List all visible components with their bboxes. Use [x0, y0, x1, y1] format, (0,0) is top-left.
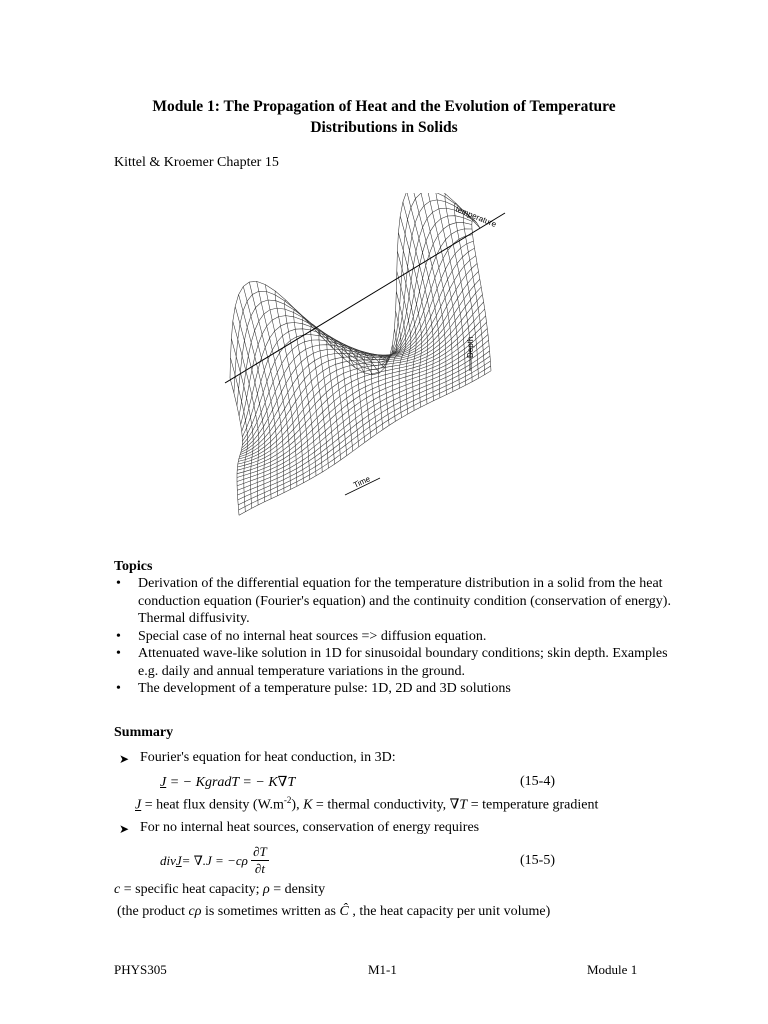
mesh-line — [398, 233, 421, 408]
mesh-line — [234, 193, 477, 393]
volumetric-capacity-symbol: Ĉ — [339, 904, 349, 919]
definition-text: (the product — [117, 904, 189, 919]
mesh-line — [237, 200, 475, 406]
footer-page-number: M1-1 — [368, 962, 397, 977]
mesh-line — [285, 300, 310, 479]
time-derivative-fraction — [251, 844, 269, 877]
flux-symbol: J — [135, 797, 142, 813]
arrow-bullet-icon: ➤ — [119, 752, 130, 766]
topic-item: • Attenuated wave-like solution in 1D for sinusoidal boundary conditions; skin depth. Examples e.g. daily and annual temperature variations in the ground. — [114, 645, 674, 680]
mesh-line — [237, 329, 487, 478]
gradient-symbol: ∇T — [449, 797, 468, 813]
mesh-line — [230, 378, 242, 515]
summary-heading: Summary — [114, 725, 174, 740]
mesh-line — [237, 322, 487, 473]
definition-text: = density — [269, 882, 326, 897]
unit-exponent: -2 — [283, 795, 292, 805]
mesh-line — [403, 202, 434, 401]
mesh-line — [249, 282, 284, 493]
mesh-line — [275, 291, 303, 483]
mesh-line — [231, 339, 253, 509]
equation-15-4-rhs: = − KgradT = − K∇T — [169, 775, 296, 790]
title-line-2: Distributions in Solids — [310, 119, 458, 136]
definition-text: = specific heat capacity; — [120, 882, 263, 897]
fraction-denominator: ∂t — [254, 861, 265, 876]
density-symbol: ρ — [263, 882, 270, 897]
definition-text: = thermal conductivity, — [312, 797, 450, 813]
time-axis-label: Time — [352, 474, 372, 490]
summary-point-2: For no internal heat sources, conservation of energy requires — [140, 820, 480, 835]
surface-mesh — [230, 193, 491, 515]
mesh-line — [242, 241, 473, 445]
mesh-line — [237, 335, 488, 482]
equation-15-5-lhs: div — [160, 852, 176, 868]
chapter-reference: Kittel & Kroemer Chapter 15 — [114, 155, 279, 170]
product-symbol: cρ — [188, 904, 202, 919]
flux-symbol: J — [175, 852, 182, 868]
topic-item: • Derivation of the differential equation for the temperature distribution in a solid from the heat conduction equation (Fourier's equation) and the continuity condition (conservation of energy). Thermal diffusivity. — [114, 575, 674, 628]
definition-text: = heat flux density (W.m — [141, 797, 284, 813]
fraction-numerator: ∂T — [253, 844, 267, 859]
topic-item: • Special case of no internal heat sources => diffusion equation. — [114, 628, 674, 646]
depth-axis-label: Depth — [466, 336, 475, 358]
equation-15-5-mid: = ∇.J = −cρ — [181, 852, 248, 868]
definition-line-3 — [117, 904, 550, 920]
definition-text: ), — [291, 797, 304, 813]
definition-text: is sometimes written as — [201, 904, 340, 919]
mesh-line — [231, 358, 248, 512]
title-line-1: Module 1: The Propagation of Heat and the Evolution of Temperature — [152, 98, 616, 115]
definition-line-2 — [114, 882, 325, 898]
arrow-bullet-icon: ➤ — [119, 822, 130, 836]
topics-list — [114, 575, 674, 698]
definition-line-1 — [135, 795, 598, 814]
page-title — [0, 96, 768, 138]
equation-15-5 — [160, 844, 269, 877]
conductivity-symbol: K — [303, 797, 313, 813]
mesh-line — [242, 229, 472, 437]
temperature-axis-label: temperature — [454, 204, 498, 230]
definition-text: , the heat capacity per unit volume) — [348, 904, 551, 919]
footer-course-code: PHYS305 — [114, 962, 167, 977]
topic-item: • The development of a temperature pulse: 1D, 2D and 3D solutions — [114, 680, 674, 698]
heat-capacity-symbol: c — [114, 882, 121, 897]
topics-heading: Topics — [114, 559, 153, 574]
temperature-surface-figure — [205, 193, 515, 545]
mesh-line — [371, 355, 389, 434]
equation-15-4 — [160, 774, 295, 791]
flux-symbol: J — [160, 775, 167, 790]
footer-module: Module 1 — [587, 962, 638, 977]
definition-text: = temperature gradient — [467, 797, 599, 813]
equation-number-15-4: (15-4) — [520, 774, 555, 789]
equation-number-15-5: (15-5) — [520, 853, 555, 868]
summary-point-1: Fourier's equation for heat conduction, in 3D: — [140, 750, 396, 765]
